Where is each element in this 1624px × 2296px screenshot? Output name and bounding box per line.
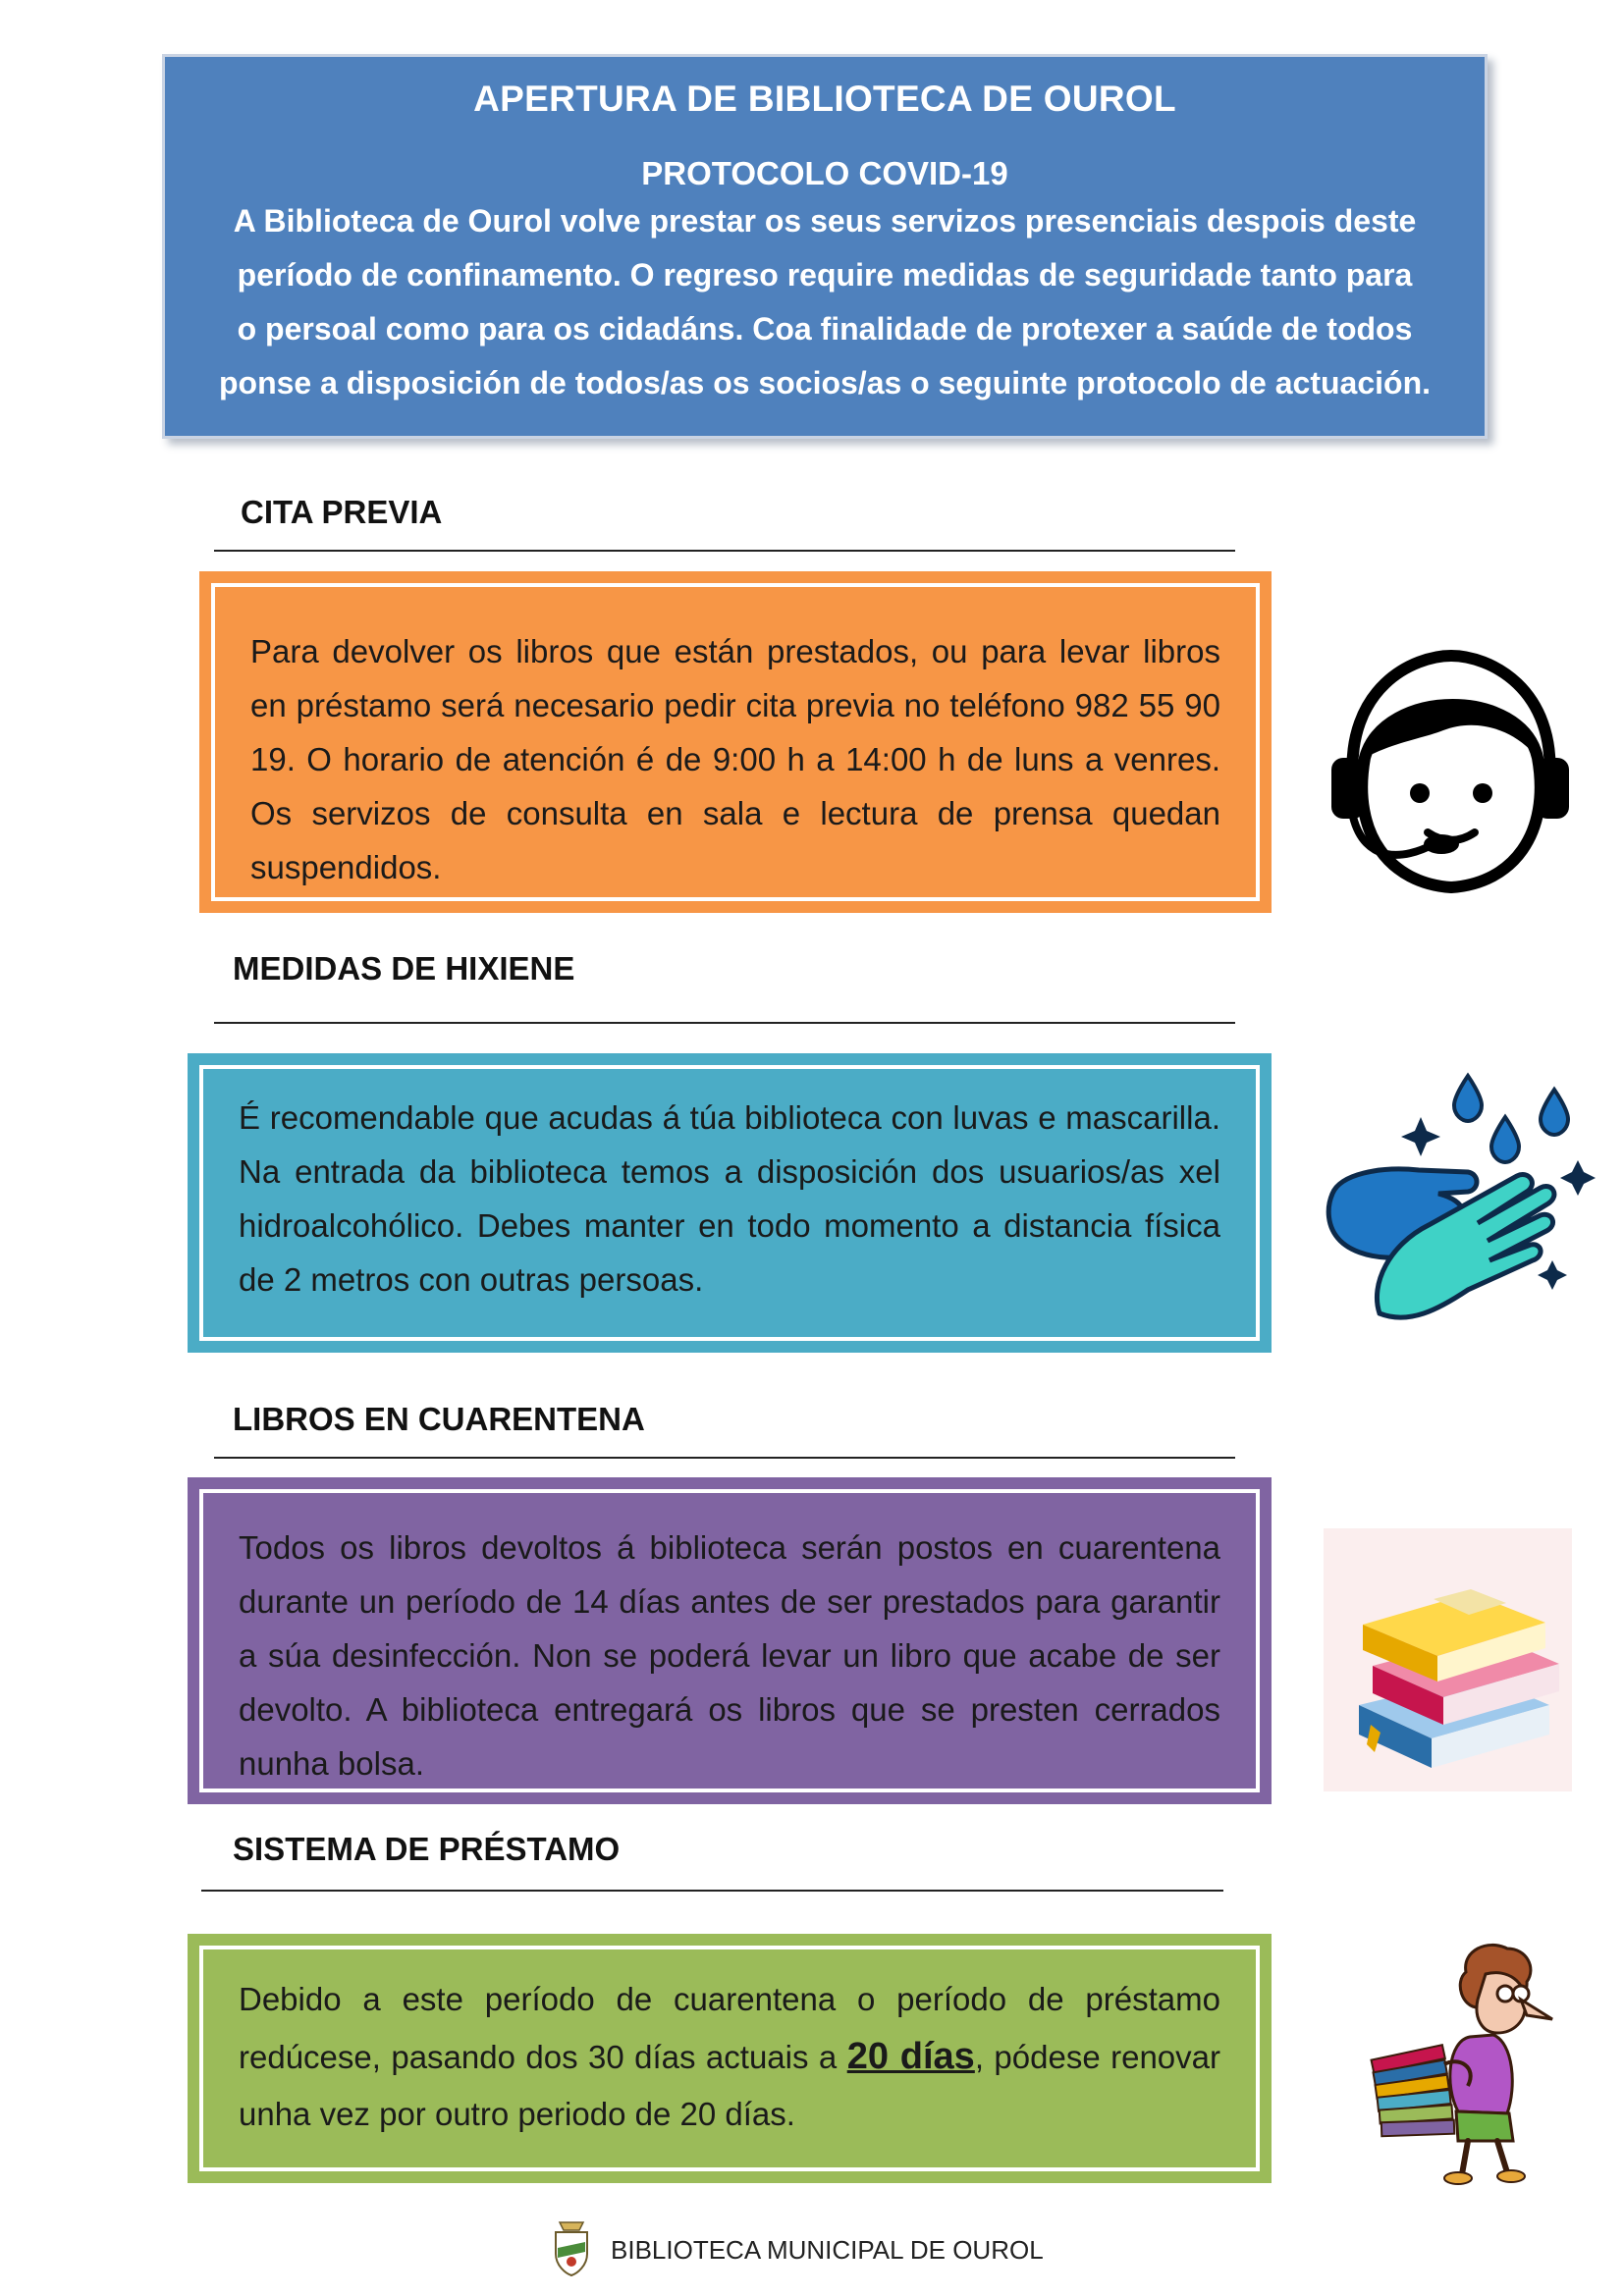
page-title: APERTURA DE BIBLIOTECA DE OUROL xyxy=(473,79,1176,119)
coat-of-arms-icon xyxy=(550,2218,593,2282)
panel-libros-en-cuarentena xyxy=(188,1477,1272,1804)
footer xyxy=(550,2220,1044,2279)
section-title-sistema-de-prestamo: SISTEMA DE PRÉSTAMO xyxy=(233,1831,621,1867)
section-title-medidas-de-hixiene: MEDIDAS DE HIXIENE xyxy=(233,950,575,987)
header-banner xyxy=(162,54,1488,439)
section-title-cita-previa: CITA PREVIA xyxy=(241,494,443,530)
section-title-libros-en-cuarentena: LIBROS EN CUARENTENA xyxy=(233,1401,645,1437)
prestamo-text-before: Debido a este período de cuarentena o período de préstamo redúcese, pasando dos 30 días actuais a xyxy=(239,1981,1220,2075)
section-divider xyxy=(214,550,1235,552)
headset-operator-icon xyxy=(1326,648,1576,893)
book-stack-icon xyxy=(1324,1528,1572,1791)
woman-carrying-books-icon xyxy=(1360,1939,1586,2189)
intro-line: ponse a disposición de todos/as os socios/as o seguinte protocolo de actuación. xyxy=(218,365,1431,400)
panel-cita-previa xyxy=(199,571,1272,913)
prestamo-days-emphasis: 20 días xyxy=(846,2036,975,2077)
panel-medidas-de-hixiene xyxy=(188,1053,1272,1353)
intro-line: período de confinamento. O regreso require medidas de seguridade tanto para xyxy=(237,257,1413,293)
page-subtitle: PROTOCOLO COVID-19 xyxy=(641,155,1008,191)
section-divider xyxy=(201,1890,1223,1892)
hand-washing-icon xyxy=(1321,1068,1605,1333)
prestamo-text-after: , pódese renovar unha vez por outro periodo de 20 días. xyxy=(239,2039,1220,2132)
sistema-de-prestamo-text xyxy=(239,1971,1220,2143)
cita-previa-text: Para devolver os libros que están prestados, ou para levar libros en préstamo será necesario pedir cita previa no teléfono 982 55 90 19. O horario de atención é de 9:00 h a 14:00 h de luns a venres. Os servizos de consulta en sala e lectura de prensa quedan suspendidos. xyxy=(250,633,1220,885)
libros-en-cuarentena-text: Todos os libros devoltos á biblioteca serán postos en cuarentena durante un período de 14 días antes de ser prestados para garantir a súa desinfección. Non se poderá levar un libro que acabe de ser devolto. A biblioteca entregará os libros que se presten cerrados nunha bolsa. xyxy=(239,1529,1220,1782)
section-divider xyxy=(214,1022,1235,1024)
footer-text: BIBLIOTECA MUNICIPAL DE OUROL xyxy=(611,2234,1044,2265)
medidas-de-hixiene-text: É recomendable que acudas á túa biblioteca con luvas e mascarilla. Na entrada da biblioteca temos a disposición dos usuarios/as xel hidroalcohólico. Debes manter en todo momento a distancia física de 2 metros con outras persoas. xyxy=(239,1099,1220,1298)
section-divider xyxy=(214,1457,1235,1459)
intro-line: o persoal como para os cidadáns. Coa finalidade de protexer a saúde de todos xyxy=(237,311,1413,347)
panel-sistema-de-prestamo xyxy=(188,1934,1272,2183)
intro-paragraph xyxy=(185,194,1465,410)
intro-line: A Biblioteca de Ourol volve prestar os seus servizos presenciais despois deste xyxy=(233,203,1417,239)
